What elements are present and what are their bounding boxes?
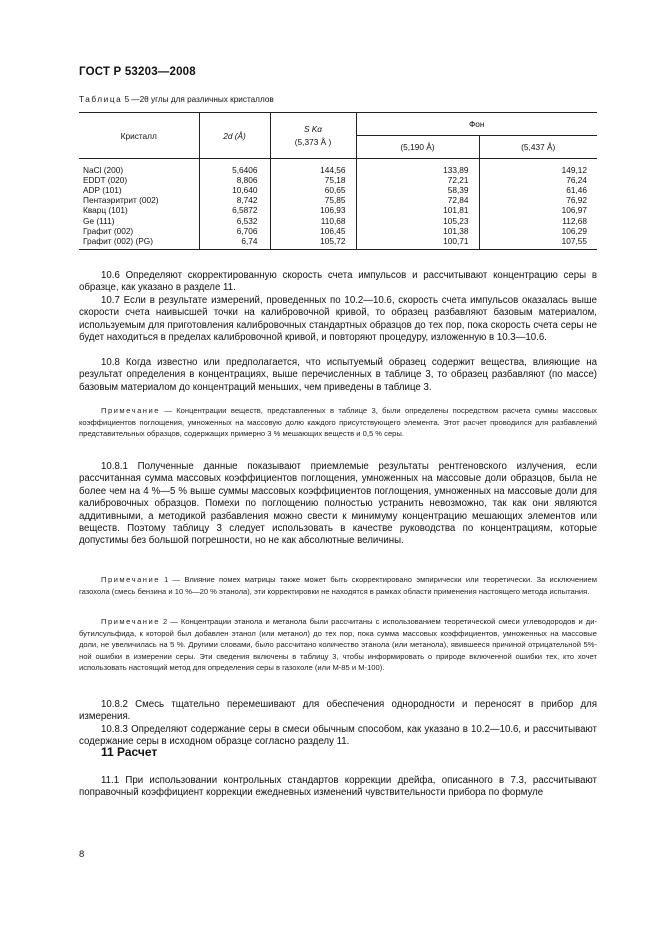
cell-2d: 6,532 <box>199 216 270 226</box>
paragraph-10-7: 10.7 Если в результате измерений, проведенных по 10.2—10.6, скорость счета импульсов оказалась выше скорости счета наивысшей точки на калибровочной кривой, то образец разбавляют базовым материалом, используемым для приготовления калибровочных стандартных образцов до тех пор, пока скорость счета серы не будет находиться в пределах калибровочной кривой, и повторяют процедуру, изложенную в 10.3—10.6. <box>79 295 597 344</box>
cell-bg-b: 76,92 <box>479 195 597 205</box>
document-header: ГОСТ Р 53203—2008 <box>79 66 196 78</box>
paragraph-10-6: 10.6 Определяют скорректированную скорость счета импульсов и рассчитывают концентрацию серы в образце, как указано в разделе 11. <box>79 270 597 294</box>
paragraph-10-8-3: 10.8.3 Определяют содержание серы в смеси обычным способом, как указано в 10.2—10.6, и рассчитывают содержание серы в исходном образце согласно разделу 11. <box>79 724 597 748</box>
cell-crystal: Кварц (101) <box>83 205 128 216</box>
cell-bg-b: 149,12 <box>479 165 597 175</box>
header-background: Фон <box>356 113 597 136</box>
cell-crystal: Графит (002) (PG) <box>79 236 199 250</box>
cell-sk: 110,68 <box>270 216 356 226</box>
table-row <box>79 165 597 175</box>
cell-sk: 60,65 <box>270 185 356 195</box>
cell-crystal: Графит (002) <box>83 225 134 236</box>
header-bg-b: (5,437 Å) <box>479 136 597 159</box>
note-1-text: 1 — Влияние помех матрицы также может быть скорректировано эмпирически или теоретически. За исключением газохола (смесь бензина и 10 %—20 % этанола), эти корректировки не находятся в рамках области применения настоящего метода испытания. <box>79 575 597 596</box>
note-2-text: 2 — Концентрации этанола и метанола были рассчитаны с использованием теоретической смеси углеводородов и ди-бутилсульфида, к которой был добавлен этанол (или метанол) до тех пор, пока сумма массовых коэффициентов, умноженных на массовые доли, не увеличилась на 5 %. Другими словами, было рассчитано количество этанола (или метанола), явившееся причиной отрицательной 5%-ной ошибки в измерении серы. Эти сведения включены в таблицу 3, чтобы информировать о природе включенной ошибки тех, кто хочет использовать настоящий метод для определения серы в газохоле (или М-85 и М-100). <box>79 617 597 673</box>
cell-bg-b: 61,46 <box>479 185 597 195</box>
cell-sk: 106,45 <box>270 226 356 236</box>
header-sk-label: S Kα <box>303 124 323 134</box>
note-text: — Концентрации веществ, представленных в таблице 3, были определены посредством расчета суммы массовых коэффициентов поглощения, умноженных на массовую долю каждого присутствующего элемента. Этот расчет проводился для разбавлений представительных образцов, содержащих примерно 3 % мешающих веществ и 0,5 % серы. <box>79 406 597 439</box>
cell-bg-b: 112,68 <box>479 216 597 226</box>
table-caption <box>79 95 274 104</box>
cell-bg-a: 101,81 <box>356 205 479 215</box>
paragraph-10-8-1: 10.8.1 Полученные данные показывают приемлемые результаты рентгеновского излучения, если рассчитанная сумма массовых коэффициентов поглощения, умноженных на массовые доли образцов, была не более чем на 4 %—5 % выше суммы массовых коэффициентов поглощения, умноженных на массовые доли для калибровочных образцов. Помехи по поглощению полностью устранить невозможно, так как они являются аддитивными, а методикой разбавления можно свести к минимуму концентрацию мешающих элементов или веществ. Поэтому таблицу 3 следует использовать в качестве руководства по концентрациям, которые допустимы без большой погрешности, но не как абсолютные величины. <box>79 461 597 547</box>
note <box>79 405 597 440</box>
cell-2d: 10,640 <box>199 185 270 195</box>
table-caption-word: Таблица <box>79 95 123 104</box>
cell-bg-a: 133,89 <box>356 165 479 175</box>
paragraph-10-8-2: 10.8.2 Смесь тщательно перемешивают для обеспечения однородности и переносят в прибор для измерения. <box>79 699 597 723</box>
table-row <box>79 236 597 250</box>
note-2-label: Примечание <box>101 617 160 626</box>
header-sk-wavelength: (5,373 Å ) <box>294 137 332 147</box>
table-row <box>79 195 597 205</box>
cell-bg-a: 58,39 <box>356 185 479 195</box>
header-bg-a: (5,190 Å) <box>356 136 479 159</box>
paragraph-11-1: 11.1 При использовании контрольных стандартов коррекции дрейфа, описанного в 7.3, рассчитывают поправочный коэффициент коррекции ежедневных изменений чувствительности прибора по формуле <box>79 775 597 799</box>
cell-bg-b: 107,55 <box>479 236 597 250</box>
cell-bg-b: 106,97 <box>479 205 597 215</box>
cell-crystal: NaCl (200) <box>83 164 124 175</box>
note-1-label: Примечание <box>101 575 160 584</box>
section-title: 11 Расчет <box>101 745 158 759</box>
table-row <box>79 216 597 226</box>
header-crystal: Кристалл <box>79 113 199 159</box>
cell-sk: 75,18 <box>270 175 356 185</box>
cell-sk: 105,72 <box>270 236 356 250</box>
cell-bg-a: 72,84 <box>356 195 479 205</box>
header-sk <box>270 113 356 159</box>
page-number: 8 <box>79 849 85 860</box>
table-row <box>79 185 597 195</box>
cell-bg-a: 101,38 <box>356 226 479 236</box>
header-2d: 2d (Å) <box>199 113 270 159</box>
cell-bg-b: 76,24 <box>479 175 597 185</box>
table-header-row-1 <box>79 113 597 136</box>
cell-bg-b: 106,29 <box>479 226 597 236</box>
table-row <box>79 175 597 185</box>
table-caption-text: 5 —2θ углы для различных кристаллов <box>124 95 274 104</box>
cell-sk: 144,56 <box>270 165 356 175</box>
cell-sk: 75,85 <box>270 195 356 205</box>
cell-crystal: ADP (101) <box>83 184 122 195</box>
cell-crystal: Ge (111) <box>83 215 115 226</box>
paragraph-10-8: 10.8 Когда известно или предполагается, что испытуемый образец содержит вещества, влияющие на результат определения в концентрациях, выше перечисленных в таблице 3, то образец разбавляют (по массе) базовым материалом до концентраций меньших, чем приведены в таблице 3. <box>79 357 597 393</box>
cell-2d: 5,6406 <box>199 165 270 175</box>
cell-2d: 6,706 <box>199 226 270 236</box>
crystal-angles-table <box>79 112 597 250</box>
note-1 <box>79 574 597 597</box>
cell-2d: 8,742 <box>199 195 270 205</box>
cell-bg-a: 105,23 <box>356 216 479 226</box>
cell-2d: 6,74 <box>199 236 270 250</box>
table-row <box>79 205 597 215</box>
table-row <box>79 226 597 236</box>
cell-2d: 6,5872 <box>199 205 270 215</box>
cell-crystal: Пентаэритрит (002) <box>83 195 159 206</box>
cell-bg-a: 100,71 <box>356 236 479 250</box>
note-2 <box>79 616 597 674</box>
note-label: Примечание <box>101 406 160 415</box>
cell-2d: 8,806 <box>199 175 270 185</box>
cell-bg-a: 72,21 <box>356 175 479 185</box>
cell-sk: 106,93 <box>270 205 356 215</box>
cell-crystal: EDDT (020) <box>83 174 128 185</box>
